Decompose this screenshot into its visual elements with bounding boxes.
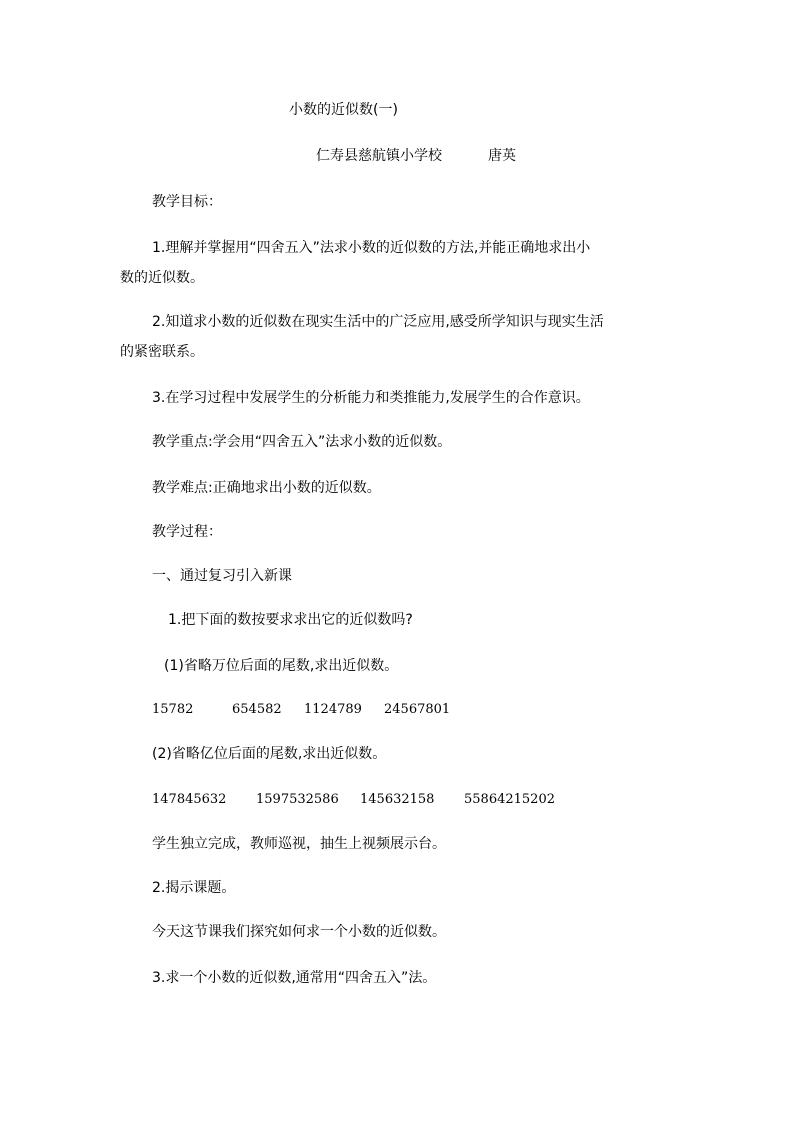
goal-2-line-1: 2.知道求小数的近似数在现实生活中的广泛应用,感受所学知识与现实生活 (152, 314, 604, 330)
student-work: 学生独立完成，教师巡视，抽生上视频展示台。 (152, 836, 446, 852)
difficulty: 教学难点:正确地求出小数的近似数。 (152, 480, 381, 496)
author-school: 仁寿县慈航镇小学校 (316, 148, 442, 164)
number-item: 145632158 (360, 792, 435, 807)
number-item: 654582 (232, 702, 282, 717)
today-lesson: 今天这节课我们探究如何求一个小数的近似数。 (152, 924, 446, 940)
number-item: 1124789 (304, 702, 362, 717)
goal-1-line-1: 1.理解并掌握用“四舍五入”法求小数的近似数的方法,并能正确地求出小 (152, 240, 591, 256)
number-item: 24567801 (384, 702, 451, 717)
author-name: 唐英 (488, 148, 516, 164)
step-3: 3.求一个小数的近似数,通常用“四舍五入”法。 (152, 970, 437, 986)
goal-3: 3.在学习过程中发展学生的分析能力和类推能力,发展学生的合作意识。 (152, 390, 590, 406)
key-point: 教学重点:学会用“四舍五入”法求小数的近似数。 (152, 434, 452, 450)
goal-1-line-2: 数的近似数。 (120, 270, 204, 286)
number-item: 147845632 (152, 792, 227, 807)
number-item: 55864215202 (464, 792, 555, 807)
question-1: 1.把下面的数按要求求出它的近似数吗? (168, 612, 413, 628)
section-1-heading: 一、通过复习引入新课 (152, 568, 292, 584)
number-item: 1597532586 (256, 792, 339, 807)
goal-2-line-2: 的紧密联系。 (120, 344, 204, 360)
reveal-topic: 2.揭示课题。 (152, 880, 236, 896)
goals-heading: 教学目标： (152, 194, 222, 210)
process-heading: 教学过程： (152, 524, 222, 540)
question-1-part-2: (2)省略亿位后面的尾数,求出近似数。 (152, 746, 387, 762)
question-1-part-1: (1)省略万位后面的尾数,求出近似数。 (164, 658, 399, 674)
document-title: 小数的近似数(一) (289, 102, 398, 118)
number-item: 15782 (152, 702, 194, 717)
